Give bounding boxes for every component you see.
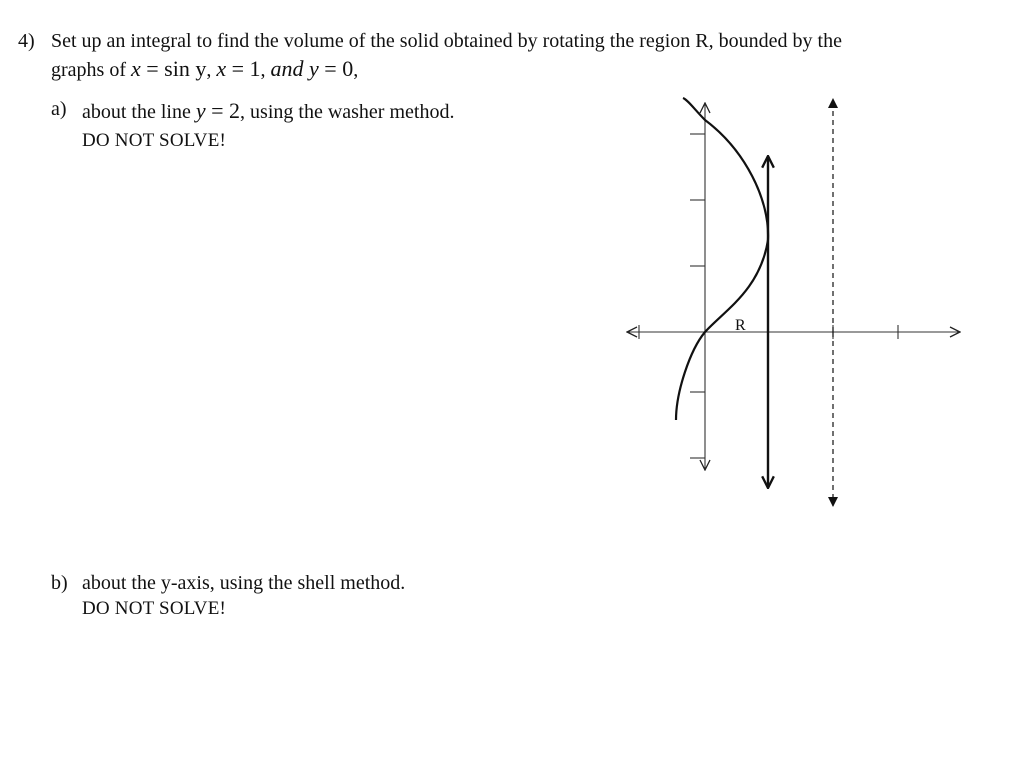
part-a-eq-var: y (195, 98, 206, 123)
eq3-rhs: = 0 (318, 56, 354, 81)
line2-suffix: , (353, 59, 359, 81)
eq3-var: y (303, 56, 319, 81)
sep2: , (260, 59, 271, 81)
sep1: , (206, 59, 217, 81)
part-a-eq-rhs: = 2 (205, 98, 241, 123)
and-word: and (270, 56, 304, 81)
part-b-label: b) (51, 572, 68, 594)
problem-number: 4) (18, 30, 35, 52)
eq2-var: x (216, 56, 227, 81)
part-a-instruction: DO NOT SOLVE! (82, 130, 227, 151)
eq1-var: x (130, 56, 141, 81)
line2-prefix: graphs of (51, 59, 131, 81)
sine-curve (676, 98, 768, 420)
part-a-after: , using the washer method. (240, 101, 455, 123)
part-b-text: about the y-axis, using the shell method. (82, 572, 406, 594)
part-a-label: a) (51, 98, 67, 120)
region-label: R (735, 317, 746, 334)
problem-statement-line1: Set up an integral to find the volume of the solid obtained by rotating the region R, bounded by the (51, 30, 842, 52)
part-a-before: about the line (82, 101, 196, 123)
eq1-rhs: = sin y (140, 56, 207, 81)
part-b-instruction: DO NOT SOLVE! (82, 598, 227, 619)
eq2-rhs: = 1 (226, 56, 261, 81)
